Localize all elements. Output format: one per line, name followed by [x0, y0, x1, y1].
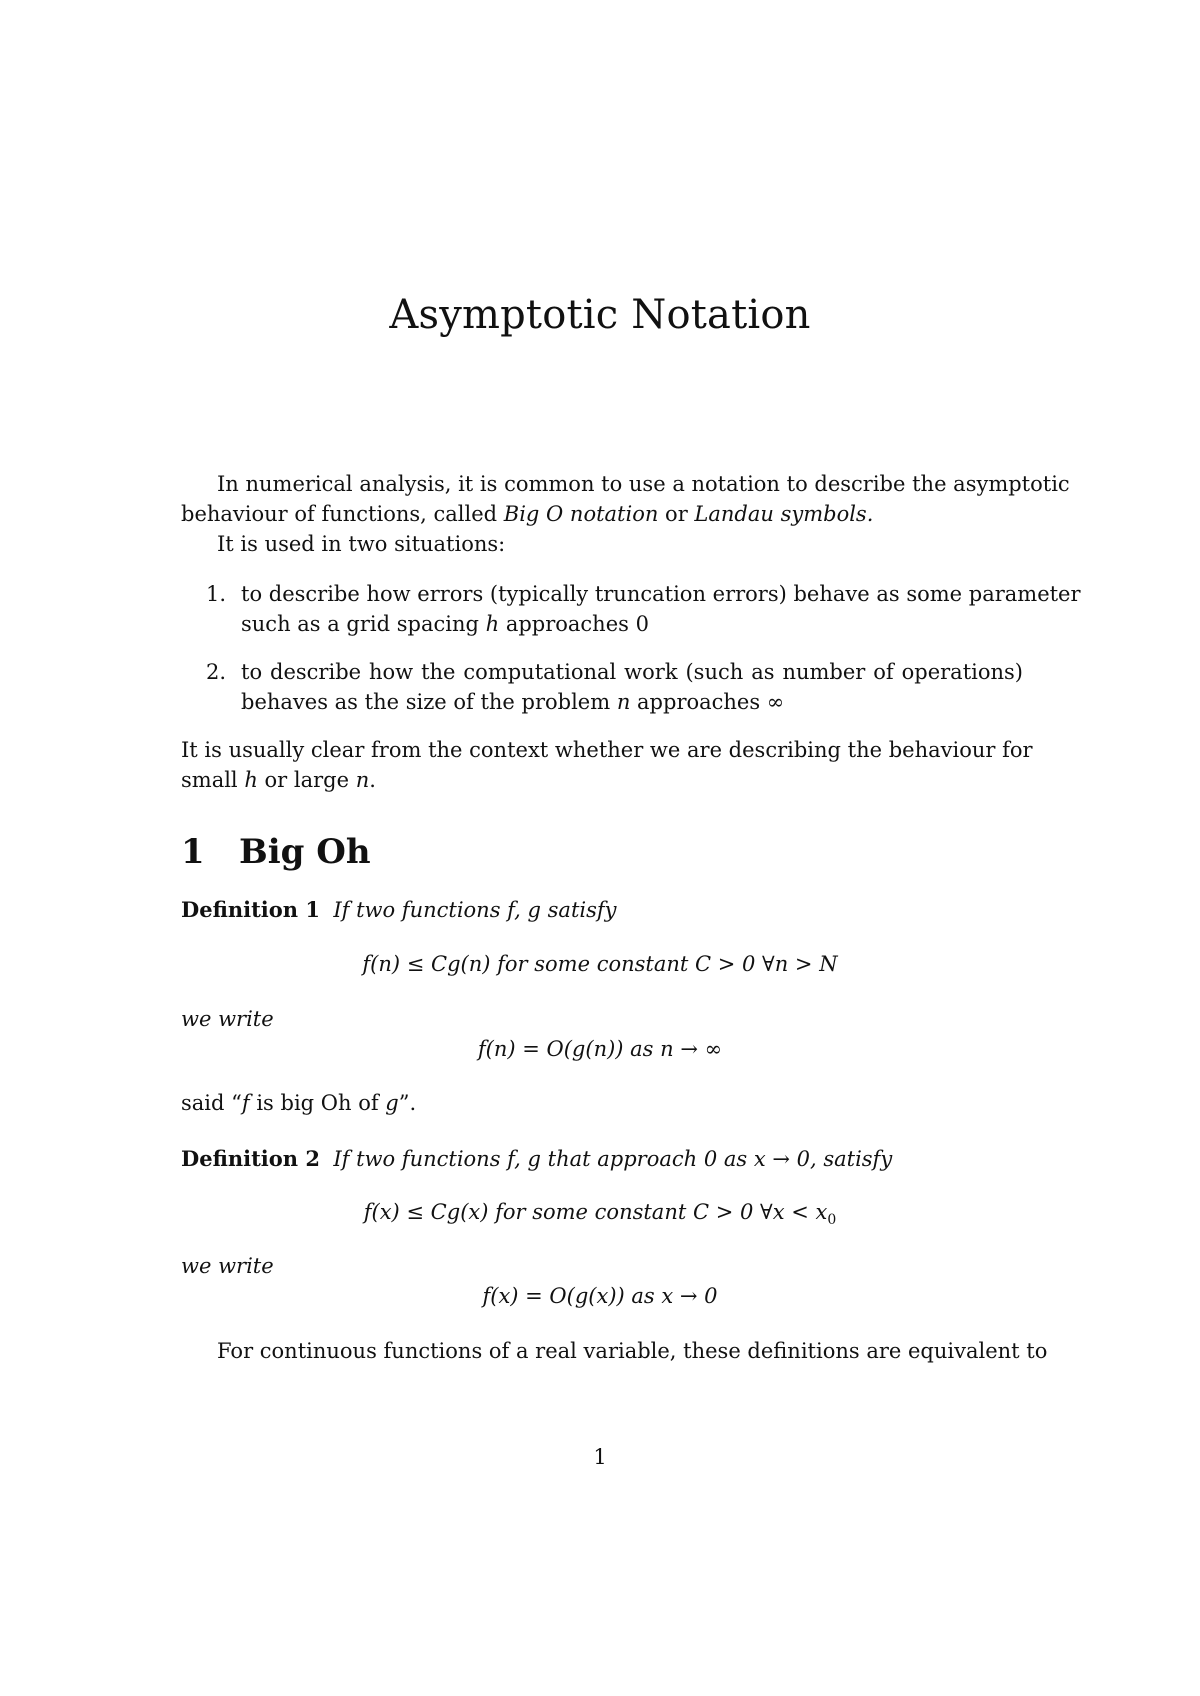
- math-var: f: [241, 1091, 250, 1115]
- definition-statement: If two functions f, g that approach 0 as x → 0, satisfy: [333, 1147, 893, 1171]
- intro-line-3: It is used in two situations:: [217, 532, 506, 556]
- said-text: ”.: [398, 1091, 417, 1115]
- intro-text: behaviour of functions, called: [181, 502, 504, 526]
- definition-2-heading: [181, 1146, 1023, 1171]
- page-number: 1: [593, 1445, 607, 1469]
- context-text: or large: [257, 768, 356, 792]
- definition-label: Definition 1: [181, 897, 320, 922]
- list-item-number: 2.: [206, 660, 227, 684]
- list-item-number: 1.: [206, 582, 227, 606]
- definition-1-formula: f(n) ≤ Cg(n) for some constant C > 0 ∀n > N: [362, 952, 838, 976]
- list-item-1-line-1: to describe how errors (typically truncation errors) behave as some parameter: [241, 582, 1081, 606]
- definition-1-said: [181, 1091, 1023, 1115]
- we-write-text: we write: [181, 1007, 274, 1031]
- context-text: small: [181, 768, 245, 792]
- section-heading: [181, 832, 371, 872]
- term-landau: Landau symbols.: [694, 502, 874, 526]
- definition-2-formula: [0, 1200, 1200, 1228]
- term-big-o: Big O notation: [503, 502, 659, 526]
- said-text: is big Oh of: [249, 1091, 386, 1115]
- math-var: n: [355, 768, 370, 792]
- math-var: h: [485, 612, 500, 636]
- math-var: n: [616, 690, 631, 714]
- definition-1-result: f(n) = O(g(n)) as n → ∞: [477, 1037, 723, 1061]
- math-var: g: [385, 1091, 399, 1115]
- intro-line-2: [181, 502, 1023, 526]
- section-title: Big Oh: [239, 832, 371, 872]
- document-title: Asymptotic Notation: [389, 292, 811, 338]
- continuation-line: For continuous functions of a real variable, these definitions are equivalent to: [217, 1339, 1048, 1363]
- list-text: behaves as the size of the problem: [241, 690, 617, 714]
- formula-subscript: 0: [827, 1212, 837, 1229]
- definition-1-heading: [181, 897, 1023, 922]
- list-text: approaches 0: [499, 612, 649, 636]
- section-number: 1: [181, 832, 205, 872]
- definition-1-we-write: [181, 1007, 1023, 1031]
- we-write-text: we write: [181, 1254, 274, 1278]
- definition-label: Definition 2: [181, 1146, 320, 1171]
- list-text: such as a grid spacing: [241, 612, 486, 636]
- list-item-2-line-1: to describe how the computational work (such as number of operations): [241, 660, 1023, 684]
- math-var: h: [244, 768, 258, 792]
- context-line-1: It is usually clear from the context whether we are describing the behaviour for: [181, 738, 1033, 762]
- definition-2-we-write: [181, 1254, 1023, 1278]
- list-item-2-line-2: [241, 690, 1023, 714]
- definition-2-result: f(x) = O(g(x)) as x → 0: [482, 1284, 718, 1308]
- definition-statement: If two functions f, g satisfy: [333, 898, 617, 922]
- intro-line-1: In numerical analysis, it is common to use a notation to describe the asymptotic: [217, 472, 1070, 496]
- said-text: said “: [181, 1091, 242, 1115]
- context-line-2: [181, 768, 1023, 792]
- list-text: approaches ∞: [630, 690, 785, 714]
- formula-text: f(x) ≤ Cg(x) for some constant C > 0 ∀x < x: [363, 1200, 828, 1224]
- list-item-1-line-2: [241, 612, 1023, 636]
- context-text: .: [369, 768, 376, 792]
- intro-text: or: [658, 502, 695, 526]
